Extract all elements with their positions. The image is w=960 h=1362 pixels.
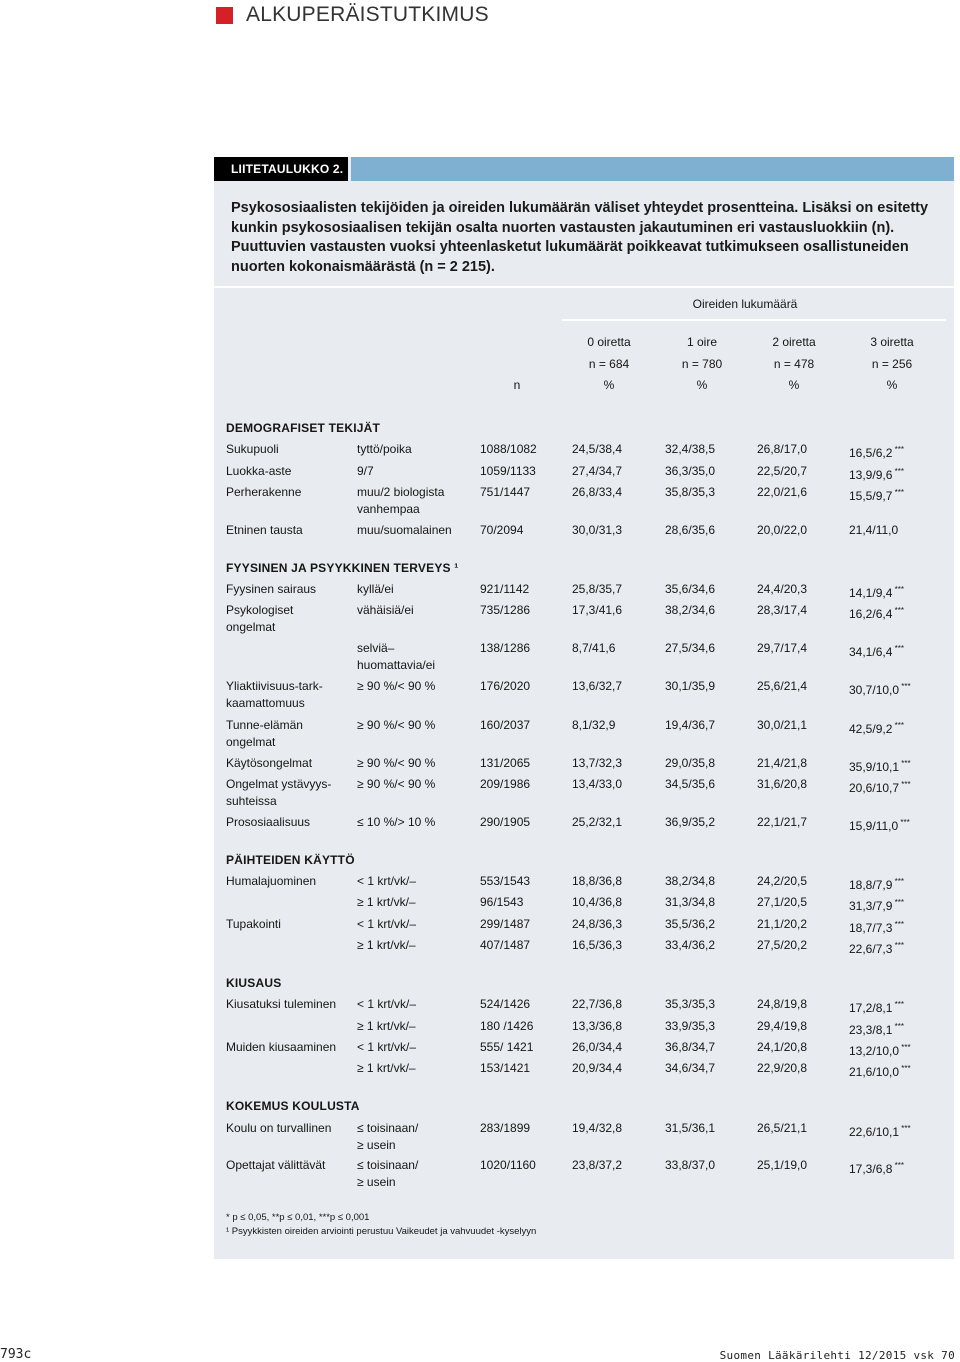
row-value: 25,6/21,4 [757,679,808,693]
row-value: 42,5/9,2 *** [849,721,904,736]
row-value: 22,6/10,1 *** [849,1124,911,1139]
row-category: 9/7 [357,464,374,478]
row-value: 13,4/33,0 [572,777,623,791]
row-value: 35,3/35,3 [665,997,716,1011]
group-header-rule [562,319,946,321]
row-value: 18,7/7,3 *** [849,920,904,935]
row-factor: Tunne-elämän [226,718,303,732]
row-category: ≥ usein [357,1138,396,1152]
row-n: 1059/1133 [480,464,536,478]
row-factor: Opettajat välittävät [226,1158,326,1172]
column-header-2: 2 oiretta [772,335,816,349]
row-category: ≥ 90 %/< 90 % [357,679,436,693]
row-n: 735/1286 [480,603,531,617]
row-value: 31,5/36,1 [665,1121,716,1135]
table-caption: Psykososiaalisten tekijöiden ja oireiden lukumäärän väliset yhteydet prosentteina. Lisäksi on esitetty kunkin psykososiaalisen tekijän osalta nuorten vastausten jakautuminen eri vastausluokkiin (n). Puuttuvien vastausten vuoksi yhteenlasketut lukumäärät poikkeavat tutkimukseen osallistuneiden nuorten kokonaismäärästä (n = 2 215). [231,200,929,275]
row-value: 19,4/32,8 [572,1121,623,1135]
row-factor: Koulu on turvallinen [226,1121,332,1135]
row-value: 22,9/20,8 [757,1061,808,1075]
row-category: vähäisiä/ei [357,603,414,617]
row-value: 16,5/6,2 *** [849,445,904,460]
row-value: 26,8/17,0 [757,442,808,456]
row-n: 299/1487 [480,917,531,931]
row-factor: Fyysinen sairaus [226,582,317,596]
row-category: selviä– [357,641,395,655]
row-value: 24,5/38,4 [572,442,623,456]
significance-mark: *** [892,1161,904,1170]
page-code: 793c [0,1347,32,1362]
row-value: 17,2/8,1 *** [849,1000,904,1015]
significance-mark: *** [899,682,911,691]
row-value: 28,3/17,4 [757,603,808,617]
significance-mark: *** [892,585,904,594]
row-value: 26,8/33,4 [572,485,623,499]
row-category: ≥ 90 %/< 90 % [357,718,436,732]
row-value: 17,3/41,6 [572,603,623,617]
section-header [216,2,489,28]
row-value: 27,4/34,7 [572,464,623,478]
row-value: 36,8/34,7 [665,1040,716,1054]
column-header-1: 1 oire [686,335,718,349]
row-category: ≥ 1 krt/vk/– [357,895,416,909]
row-value: 34,6/34,7 [665,1061,716,1075]
row-factor: Ongelmat ystävyys- [226,777,332,791]
row-category: ≥ 1 krt/vk/– [357,1061,416,1075]
row-value: 25,8/35,7 [572,582,623,596]
table-label-bar [214,157,954,181]
row-category: ≤ 10 %/> 10 % [357,815,436,829]
row-category: < 1 krt/vk/– [357,874,417,888]
red-square-icon [216,7,233,24]
row-value: 25,1/19,0 [757,1158,808,1172]
row-value: 15,5/9,7 *** [849,488,904,503]
row-n: 153/1421 [480,1061,531,1075]
significance-mark: *** [892,606,904,615]
row-value: 30,0/21,1 [757,718,808,732]
row-factor: Kiusatuksi tuleminen [226,997,337,1011]
table-label: LIITETAULUKKO 2. [214,157,348,181]
row-n: 180 /1426 [480,1019,534,1033]
section-title: FYYSINEN JA PSYYKKINEN TERVEYS ¹ [226,561,459,575]
row-value: 27,5/20,2 [757,938,808,952]
row-n: 555/ 1421 [480,1040,534,1054]
row-factor: Käytösongelmat [226,756,313,770]
significance-mark: *** [899,1124,911,1133]
row-value: 29,0/35,8 [665,756,716,770]
significance-mark: *** [899,1043,911,1052]
row-value: 21,4/21,8 [757,756,808,770]
column-unit-1: % [696,378,708,392]
row-category: kyllä/ei [357,582,394,596]
row-value: 13,6/32,7 [572,679,623,693]
row-value: 35,5/36,2 [665,917,716,931]
row-value: 10,4/36,8 [572,895,623,909]
significance-mark: *** [892,1000,904,1009]
row-value: 24,8/36,3 [572,917,623,931]
row-n: 751/1447 [480,485,531,499]
row-value: 27,5/34,6 [665,641,716,655]
significance-mark: *** [892,877,904,886]
row-value: 13,9/9,6 *** [849,467,904,482]
column-unit-0: % [603,378,615,392]
section-title: DEMOGRAFISET TEKIJÄT [226,421,381,435]
row-category: ≥ 90 %/< 90 % [357,756,436,770]
row-n: 407/1487 [480,938,531,952]
appendix-table-panel [214,157,954,1259]
row-category: ≥ 1 krt/vk/– [357,938,416,952]
row-n: 96/1543 [480,895,524,909]
row-n: 283/1899 [480,1121,531,1135]
section-title: KIUSAUS [226,976,282,990]
row-value: 18,8/7,9 *** [849,877,904,892]
row-value: 28,6/35,6 [665,523,716,537]
row-category: ≤ toisinaan/ [357,1158,419,1172]
row-category: ≥ 1 krt/vk/– [357,1019,416,1033]
column-unit-3: % [886,378,898,392]
column-header-0: 0 oiretta [587,335,631,349]
row-value: 31,6/20,8 [757,777,808,791]
row-value: 36,3/35,0 [665,464,716,478]
row-factor: Muiden kiusaaminen [226,1040,337,1054]
caption-divider [214,286,954,288]
row-value: 22,5/20,7 [757,464,808,478]
row-factor: Sukupuoli [226,442,279,456]
row-value: 35,9/10,1 *** [849,759,911,774]
column-unit-2: % [788,378,800,392]
row-factor: Prososiaalisuus [226,815,311,829]
row-value: 20,0/22,0 [757,523,808,537]
row-value: 36,9/35,2 [665,815,716,829]
row-category: muu/2 biologista [357,485,445,499]
row-value: 23,3/8,1 *** [849,1022,904,1037]
row-category: ≤ toisinaan/ [357,1121,419,1135]
row-value: 13,3/36,8 [572,1019,623,1033]
row-value: 21,4/11,0 [849,523,899,537]
row-factor: Tupakointi [226,917,281,931]
row-value: 35,6/34,6 [665,582,716,596]
row-value: 15,9/11,0 *** [849,818,910,833]
row-value: 26,0/34,4 [572,1040,623,1054]
row-value: 21,6/10,0 *** [849,1064,911,1079]
section-title: KOKEMUS KOULUSTA [226,1099,360,1113]
row-value: 20,9/34,4 [572,1061,623,1075]
footnote: * p ≤ 0,05, **p ≤ 0,01, ***p ≤ 0,001 [226,1212,370,1223]
significance-mark: *** [892,644,904,653]
column-n-2: n = 478 [773,357,815,371]
row-value: 16,2/6,4 *** [849,606,904,621]
significance-mark: *** [892,467,904,476]
significance-mark: *** [898,818,910,827]
row-value: 33,4/36,2 [665,938,716,952]
significance-mark: *** [892,898,904,907]
row-value: 35,8/35,3 [665,485,716,499]
row-value: 8,7/41,6 [572,641,616,655]
row-factor: Luokka-aste [226,464,292,478]
row-value: 33,9/35,3 [665,1019,716,1033]
significance-mark: *** [892,1022,904,1031]
row-factor: suhteissa [226,794,277,808]
row-n: 1020/1160 [480,1158,536,1172]
row-factor: ongelmat [226,620,276,634]
row-n: 131/2065 [480,756,531,770]
row-value: 22,0/21,6 [757,485,808,499]
row-value: 30,7/10,0 *** [849,682,911,697]
row-value: 29,4/19,8 [757,1019,808,1033]
row-value: 38,2/34,8 [665,874,716,888]
significance-mark: *** [899,780,911,789]
significance-mark: *** [899,1064,911,1073]
row-n: 176/2020 [480,679,531,693]
row-category: muu/suomalainen [357,523,452,537]
row-value: 13,2/10,0 *** [849,1043,911,1058]
row-value: 24,2/20,5 [757,874,808,888]
group-header: Oireiden lukumäärä [692,297,798,311]
row-value: 8,1/32,9 [572,718,616,732]
journal-footer: Suomen Lääkärilehti 12/2015 vsk 70 [719,1349,955,1362]
row-value: 22,7/36,8 [572,997,623,1011]
row-value: 14,1/9,4 *** [849,585,904,600]
row-value: 34,1/6,4 *** [849,644,904,659]
row-value: 26,5/21,1 [757,1121,808,1135]
row-category: < 1 krt/vk/– [357,1040,417,1054]
row-factor: Etninen tausta [226,523,303,537]
row-factor: Psykologiset [226,603,294,617]
row-category: < 1 krt/vk/– [357,917,417,931]
row-value: 32,4/38,5 [665,442,716,456]
row-n: 160/2037 [480,718,531,732]
row-n: 138/1286 [480,641,531,655]
row-value: 22,1/21,7 [757,815,808,829]
row-value: 29,7/17,4 [757,641,808,655]
significance-mark: *** [892,721,904,730]
row-n: 921/1142 [480,582,530,596]
n-header: n [513,378,521,392]
row-factor: Yliaktiivisuus-tark- [226,679,323,693]
row-category: huomattavia/ei [357,658,436,672]
row-n: 553/1543 [480,874,531,888]
row-category: ≥ usein [357,1175,396,1189]
row-value: 31,3/7,9 *** [849,898,904,913]
row-value: 24,1/20,8 [757,1040,808,1054]
row-n: 70/2094 [480,523,524,537]
row-factor: kaamattomuus [226,696,305,710]
column-header-3: 3 oiretta [870,335,914,349]
row-value: 22,6/7,3 *** [849,941,904,956]
row-category: tyttö/poika [357,442,412,456]
significance-mark: *** [892,941,904,950]
column-n-0: n = 684 [588,357,630,371]
row-value: 31,3/34,8 [665,895,716,909]
row-n: 524/1426 [480,997,531,1011]
significance-mark: *** [892,445,904,454]
row-value: 21,1/20,2 [757,917,808,931]
row-value: 19,4/36,7 [665,718,716,732]
row-factor: Humalajuominen [226,874,317,888]
row-value: 38,2/34,6 [665,603,716,617]
row-value: 34,5/35,6 [665,777,716,791]
row-n: 209/1986 [480,777,531,791]
row-value: 24,8/19,8 [757,997,808,1011]
row-value: 23,8/37,2 [572,1158,623,1172]
significance-mark: *** [892,920,904,929]
row-category: ≥ 90 %/< 90 % [357,777,436,791]
row-category: vanhempaa [357,502,420,516]
row-factor: Perherakenne [226,485,302,499]
row-value: 13,7/32,3 [572,756,623,770]
row-value: 24,4/20,3 [757,582,808,596]
row-value: 30,1/35,9 [665,679,716,693]
row-category: < 1 krt/vk/– [357,997,417,1011]
row-value: 25,2/32,1 [572,815,623,829]
column-n-3: n = 256 [871,357,913,371]
row-value: 16,5/36,3 [572,938,623,952]
row-value: 27,1/20,5 [757,895,808,909]
section-title: PÄIHTEIDEN KÄYTTÖ [226,853,355,867]
row-value: 20,6/10,7 *** [849,780,911,795]
row-n: 1088/1082 [480,442,537,456]
column-n-1: n = 780 [681,357,723,371]
footnote: ¹ Psyykkisten oireiden arviointi perustuu Vaikeudet ja vahvuudet -kyselyyn [226,1226,537,1237]
row-value: 33,8/37,0 [665,1158,716,1172]
label-bar-accent [351,157,954,181]
section-title: ALKUPERÄISTUTKIMUS [246,3,489,26]
row-n: 290/1905 [480,815,531,829]
row-value: 30,0/31,3 [572,523,623,537]
significance-mark: *** [899,759,911,768]
row-value: 17,3/6,8 *** [849,1161,904,1176]
significance-mark: *** [892,488,904,497]
row-factor: ongelmat [226,735,276,749]
row-value: 18,8/36,8 [572,874,623,888]
